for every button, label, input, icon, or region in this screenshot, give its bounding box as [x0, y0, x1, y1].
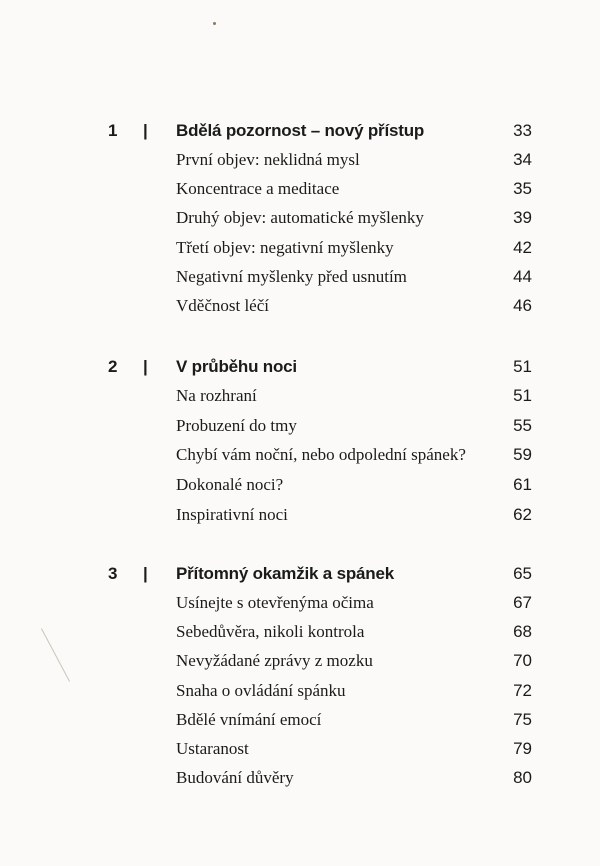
toc-entry-page: 80: [513, 768, 532, 787]
toc-entry-page: 46: [513, 296, 532, 315]
toc-entry-page: 35: [513, 179, 532, 198]
chapter-page-number: 51: [513, 357, 532, 376]
toc-entry-page: 68: [513, 622, 532, 641]
toc-entry: Snaha o ovládání spánku: [176, 681, 346, 700]
chapter-page-number: 33: [513, 121, 532, 140]
toc-entry: Bdělé vnímání emocí: [176, 710, 322, 729]
toc-entry-page: 42: [513, 238, 532, 257]
toc-entry: Koncentrace a meditace: [176, 179, 340, 198]
toc-entry-page: 34: [513, 150, 532, 169]
toc-entry: Třetí objev: negativní myšlenky: [176, 238, 394, 257]
toc-entry: Ustaranost: [176, 739, 249, 758]
toc-entry-page: 70: [513, 651, 532, 670]
chapter-number: 1: [108, 121, 118, 140]
toc-entry-page: 59: [513, 445, 532, 464]
chapter-title: Přítomný okamžik a spánek: [176, 564, 394, 583]
paper-speck: [213, 22, 216, 25]
toc-entry-page: 61: [513, 475, 532, 494]
toc-entry-page: 39: [513, 208, 532, 227]
chapter-number: 2: [108, 357, 118, 376]
paper-scratch: [41, 628, 70, 681]
toc-entry: Inspirativní noci: [176, 505, 288, 524]
toc-entry-page: 79: [513, 739, 532, 758]
chapter-separator: |: [143, 121, 148, 140]
toc-entry-page: 62: [513, 505, 532, 524]
chapter-number: 3: [108, 564, 118, 583]
toc-entry-page: 75: [513, 710, 532, 729]
chapter-title: V průběhu noci: [176, 357, 297, 376]
toc-entry-page: 55: [513, 416, 532, 435]
toc-entry: Negativní myšlenky před usnutím: [176, 267, 407, 286]
toc-entry: Chybí vám noční, nebo odpolední spánek?: [176, 445, 466, 464]
toc-entry: Nevyžádané zprávy z mozku: [176, 651, 373, 670]
toc-entry: Vděčnost léčí: [176, 296, 269, 315]
toc-entry-page: 51: [513, 386, 532, 405]
chapter-page-number: 65: [513, 564, 532, 583]
toc-entry: Usínejte s otevřenýma očima: [176, 593, 374, 612]
toc-entry-page: 44: [513, 267, 532, 286]
toc-entry-page: 72: [513, 681, 532, 700]
chapter-separator: |: [143, 564, 148, 583]
toc-entry: Budování důvěry: [176, 768, 294, 787]
toc-entry: První objev: neklidná mysl: [176, 150, 360, 169]
chapter-separator: |: [143, 357, 148, 376]
toc-entry: Probuzení do tmy: [176, 416, 297, 435]
toc-entry: Na rozhraní: [176, 386, 257, 405]
toc-entry: Dokonalé noci?: [176, 475, 284, 494]
chapter-title: Bdělá pozornost – nový přístup: [176, 121, 425, 140]
toc-entry: Druhý objev: automatické myšlenky: [176, 208, 424, 227]
toc-entry-page: 67: [513, 593, 532, 612]
toc-entry: Sebedůvěra, nikoli kontrola: [176, 622, 365, 641]
